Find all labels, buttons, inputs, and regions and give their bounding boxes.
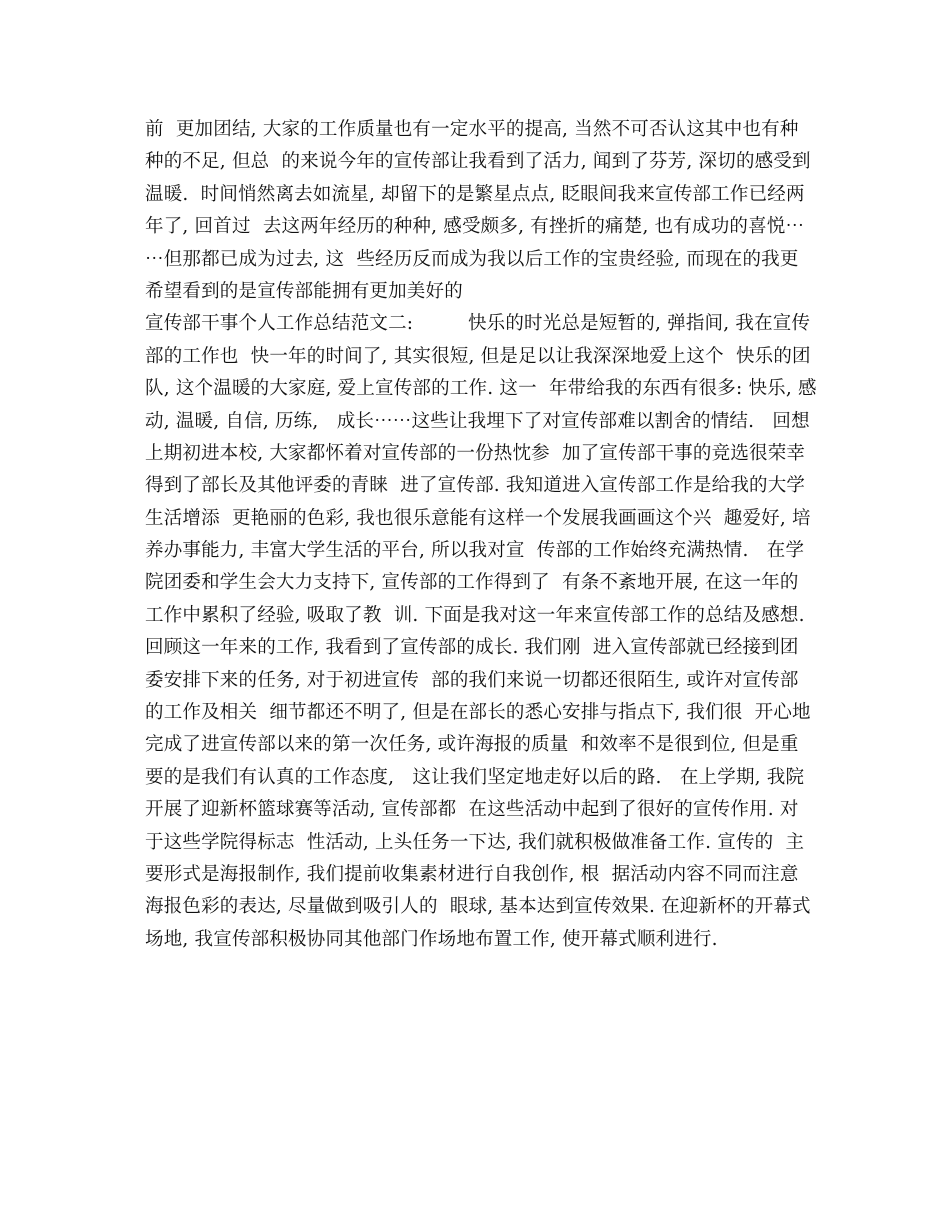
text-line: 海报色彩的表达, 尽量做到吸引人的 眼球, 基本达到宣传效果. 在迎新杯的开幕式 [145,896,811,918]
text-line: 工作中累积了经验, 吸取了教 训. 下面是我对这一年来宣传部工作的总结及感想. [145,604,805,626]
text-line: 宣传部干事个人工作总结范文二: 快乐的时光总是短暂的, 弹指间, 我在宣传 [145,313,811,335]
text-line: 院团委和学生会大力支持下, 宣传部的工作得到了 有条不紊地开展, 在这一年的 [145,572,799,594]
text-line: 养办事能力, 丰富大学生活的平台, 所以我对宣 传部的工作始终充满热情. 在学 [145,540,805,562]
text-line: 委安排下来的任务, 对于初进宣传 部的我们来说一切都还很陌生, 或许对宣传部 [145,669,799,691]
text-line: 于这些学院得标志 性活动, 上头任务一下达, 我们就积极做准备工作. 宣传的 主 [145,831,805,853]
text-line: 队, 这个温暖的大家庭, 爱上宣传部的工作. 这一 年带给我的东西有很多: 快乐, 感 [145,378,817,400]
text-line: 希望看到的是宣传部能拥有更加美好的 [145,280,463,302]
text-line: 场地, 我宣传部积极协同其他部门作场地布置工作, 使开幕式顺利进行. [145,928,718,950]
text-line: 前 更加团结, 大家的工作质量也有一定水平的提高, 当然不可否认这其中也有种 [145,119,799,140]
text-line: 的工作及相关 细节都还不明了, 但是在部长的悉心安排与指点下, 我们很 开心地 [145,702,811,724]
text-line: 部的工作也 快一年的时间了, 其实很短, 但是足以让我深深地爱上这个 快乐的团 [145,345,811,367]
text-line: 完成了进宣传部以来的第一次任务, 或许海报的质量 和效率不是很到位, 但是重 [145,734,799,756]
text-line: 种的不足, 但总 的来说今年的宣传部让我看到了活力, 闻到了芬芳, 深切的感受到 [145,151,811,173]
body-text [145,114,815,956]
text-line: 生活增添 更艳丽的色彩, 我也很乐意能有这样一个发展我画画这个兴 趣爱好, 培 [145,507,811,529]
text-line: 要形式是海报制作, 我们提前收集素材进行自我创作, 根 据活动内容不同而注意 [145,863,799,885]
text-line: 得到了部长及其他评委的青睐 进了宣传部. 我知道进入宣传部工作是给我的大学 [145,475,806,497]
text-line: 上期初进本校, 大家都怀着对宣传部的一份热忱参 加了宣传部干事的竞选很荣幸 [145,442,806,464]
text-line: 温暖. 时间悄然离去如流星, 却留下的是繁星点点, 眨眼间我来宣传部工作已经两 [145,183,805,205]
text-line: 年了, 回首过 去这两年经历的种种, 感受颇多, 有挫折的痛楚, 也有成功的喜悦⋯ [145,216,805,238]
text-line: 要的是我们有认真的工作态度, 这让我们坚定地走好以后的路. 在上学期, 我院 [145,766,805,788]
text-line: ⋯但那都已成为过去, 这 些经历反而成为我以后工作的宝贵经验, 而现在的我更 [145,248,799,270]
text-line: 开展了迎新杯篮球赛等活动, 宣传部都 在这些活动中起到了很好的宣传作用. 对 [145,799,799,821]
text-line: 动, 温暖, 自信, 历练, 成长⋯⋯这些让我埋下了对宣传部难以割舍的情结. 回想 [145,410,810,432]
text-line: 回顾这一年来的工作, 我看到了宣传部的成长. 我们刚 进入宣传部就已经接到团 [145,637,799,659]
